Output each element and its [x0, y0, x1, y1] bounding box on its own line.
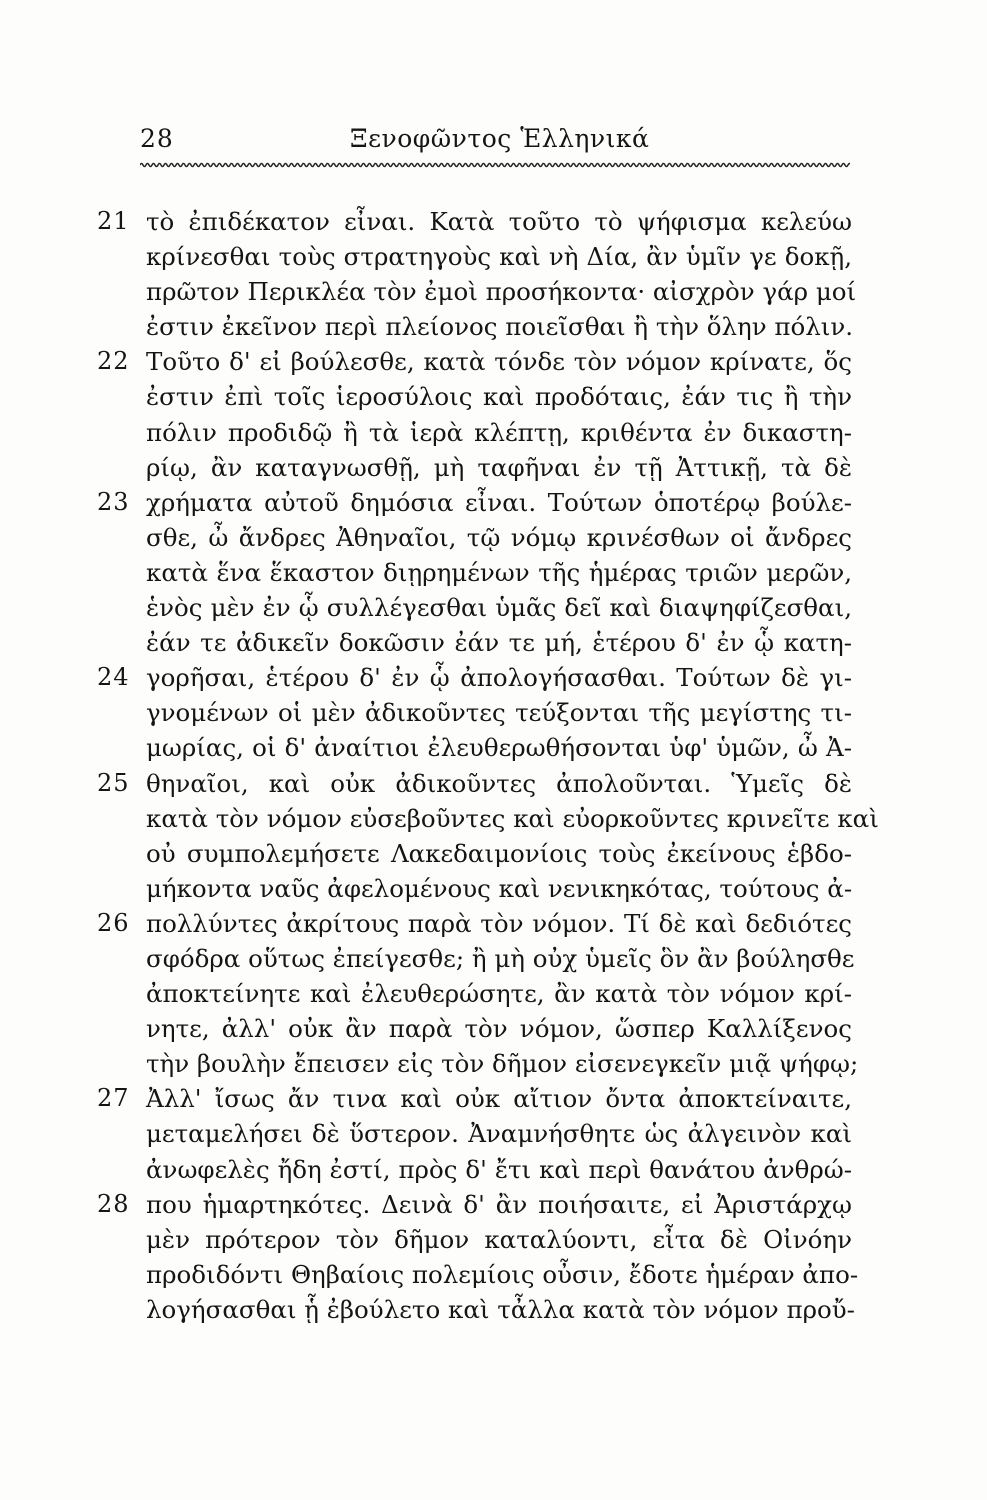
line-text: θηναῖοι, καὶ οὐκ ἀδικοῦντες ἀπολοῦνται. Ὑμεῖς δὲ — [146, 768, 852, 798]
line-text: κατὰ ἕνα ἕκαστον διῃρημένων τῆς ἡμέρας τριῶν μερῶν, — [146, 557, 852, 587]
text-line — [0, 801, 987, 836]
text-line — [0, 906, 987, 941]
line-text: οὐ συμπολεμήσετε Λακεδαιμονίοις τοὺς ἐκείνους ἑβδο- — [146, 838, 852, 868]
line-text: πολλύντες ἀκρίτους παρὰ τὸν νόμον. Τί δὲ καὶ δεδιότες — [146, 908, 852, 938]
line-text: λογήσασθαι ᾗ ἐβούλετο καὶ τἆλλα κατὰ τὸν νόμον προὔ- — [146, 1294, 855, 1324]
line-text: που ἡμαρτηκότες. Δεινὰ δ' ἂν ποιήσαιτε, εἰ Ἀριστάρχῳ — [146, 1189, 852, 1219]
line-text: τὴν βουλὴν ἔπεισεν εἰς τὸν δῆμον εἰσενεγκεῖν μιᾷ ψήφῳ; — [146, 1049, 859, 1079]
text-line — [0, 1011, 987, 1046]
section-number: 24 — [97, 663, 130, 692]
line-text: ἐστιν ἐπὶ τοῖς ἱεροσύλοις καὶ προδόταις, ἐάν τις ἢ τὴν — [146, 382, 852, 412]
text-line — [0, 836, 987, 871]
line-text: τὸ ἐπιδέκατον εἶναι. Κατὰ τοῦτο τὸ ψήφισμα κελεύω — [146, 207, 852, 236]
text-line — [0, 379, 987, 414]
text-line — [0, 625, 987, 660]
text-line — [0, 415, 987, 450]
text-line — [0, 1152, 987, 1187]
line-text: Ἀλλ' ἴσως ἄν τινα καὶ οὐκ αἴτιον ὄντα ἀποκτείναιτε, — [146, 1084, 852, 1114]
text-line — [0, 309, 987, 344]
section-number: 21 — [97, 207, 130, 235]
section-number: 26 — [97, 908, 130, 937]
line-text: γορῆσαι, ἑτέρου δ' ἐν ᾧ ἀπολογήσασθαι. Τούτων δὲ γι- — [146, 663, 852, 693]
running-title: Ξενοφῶντος Ἑλληνικά — [350, 124, 650, 153]
line-text: μωρίας, οἱ δ' ἀναίτιοι ἐλευθερωθήσονται ὑφ' ὑμῶν, ὦ Ἀ- — [146, 733, 852, 763]
line-text: γνομένων οἱ μὲν ἀδικοῦντες τεύξονται τῆς μεγίστης τι- — [146, 698, 852, 728]
text-line — [0, 695, 987, 730]
line-text: μήκοντα ναῦς ἀφελομένους καὶ νενικηκότας, τούτους ἀ- — [146, 873, 853, 903]
text-line — [0, 976, 987, 1011]
text-line — [0, 520, 987, 555]
section-number: 22 — [97, 347, 130, 376]
section-number: 23 — [97, 487, 130, 516]
text-line — [0, 766, 987, 801]
line-text: νητε, ἀλλ' οὐκ ἂν παρὰ τὸν νόμον, ὥσπερ Καλλίξενος — [146, 1014, 852, 1044]
text-line — [0, 660, 987, 695]
line-text: πόλιν προδιδῷ ἢ τὰ ἱερὰ κλέπτῃ, κριθέντα ἐν δικαστη- — [146, 417, 852, 447]
text-line — [0, 239, 987, 274]
text-line — [0, 730, 987, 765]
line-text: προδιδόντι Θηβαίοις πολεμίοις οὖσιν, ἔδοτε ἡμέραν ἀπο- — [146, 1259, 859, 1289]
text-line — [0, 204, 987, 239]
text-line — [0, 590, 987, 625]
page-number: 28 — [140, 124, 174, 153]
text-line — [0, 941, 987, 976]
text-line — [0, 871, 987, 906]
line-text: πρῶτον Περικλέα τὸν ἐμοὶ προσήκοντα· αἰσχρὸν γάρ μοί — [146, 277, 857, 307]
text-line — [0, 450, 987, 485]
text-line — [0, 1292, 987, 1327]
text-line — [0, 555, 987, 590]
line-text: χρήματα αὐτοῦ δημόσια εἶναι. Τούτων ὁποτέρῳ βούλε- — [146, 487, 852, 517]
text-line — [0, 1116, 987, 1151]
page-header — [140, 118, 850, 162]
text-line — [0, 1222, 987, 1257]
line-text: ρίῳ, ἂν καταγνωσθῇ, μὴ ταφῆναι ἐν τῇ Ἀττικῇ, τὰ δὲ — [146, 452, 852, 482]
text-line — [0, 1046, 987, 1081]
line-text: ἀνωφελὲς ἤδη ἐστί, πρὸς δ' ἔτι καὶ περὶ θανάτου ἀνθρώ- — [146, 1154, 852, 1184]
line-text: μεταμελήσει δὲ ὕστερον. Ἀναμνήσθητε ὡς ἀλγεινὸν καὶ — [146, 1119, 852, 1149]
line-text: κατὰ τὸν νόμον εὐσεβοῦντες καὶ εὐορκοῦντες κρινεῖτε καὶ — [146, 803, 879, 833]
line-text: ἑνὸς μὲν ἐν ᾧ συλλέγεσθαι ὑμᾶς δεῖ καὶ διαψηφίζεσθαι, — [146, 593, 852, 623]
text-line — [0, 1187, 987, 1222]
header-wavy-rule — [140, 160, 850, 170]
line-text: σθε, ὦ ἄνδρες Ἀθηναῖοι, τῷ νόμῳ κρινέσθων οἱ ἄνδρες — [146, 522, 852, 552]
line-text: σφόδρα οὕτως ἐπείγεσθε; ἢ μὴ οὐχ ὑμεῖς ὃν ἂν βούλησθε — [146, 943, 855, 973]
line-text: μὲν πρότερον τὸν δῆμον καταλύοντι, εἶτα δὲ Οἰνόην — [146, 1224, 852, 1254]
line-text: Τοῦτο δ' εἰ βούλεσθε, κατὰ τόνδε τὸν νόμον κρίνατε, ὅς — [146, 347, 852, 377]
line-text: ἀποκτείνητε καὶ ἐλευθερώσητε, ἂν κατὰ τὸν νόμον κρί- — [146, 979, 852, 1009]
section-number: 28 — [97, 1189, 130, 1218]
line-text: κρίνεσθαι τοὺς στρατηγοὺς καὶ νὴ Δία, ἂν ὑμῖν γε δοκῇ, — [146, 242, 852, 272]
text-line — [0, 344, 987, 379]
text-line — [0, 274, 987, 309]
line-text: ἐστιν ἐκεῖνον περὶ πλείονος ποιεῖσθαι ἢ τὴν ὅλην πόλιν. — [146, 312, 854, 342]
section-number: 27 — [97, 1084, 130, 1113]
line-text: ἐάν τε ἀδικεῖν δοκῶσιν ἐάν τε μή, ἑτέρου δ' ἐν ᾧ κατη- — [146, 628, 852, 658]
text-line — [0, 485, 987, 520]
section-number: 25 — [97, 768, 130, 797]
text-line — [0, 1257, 987, 1292]
text-line — [0, 1081, 987, 1116]
body-text — [0, 204, 987, 1327]
